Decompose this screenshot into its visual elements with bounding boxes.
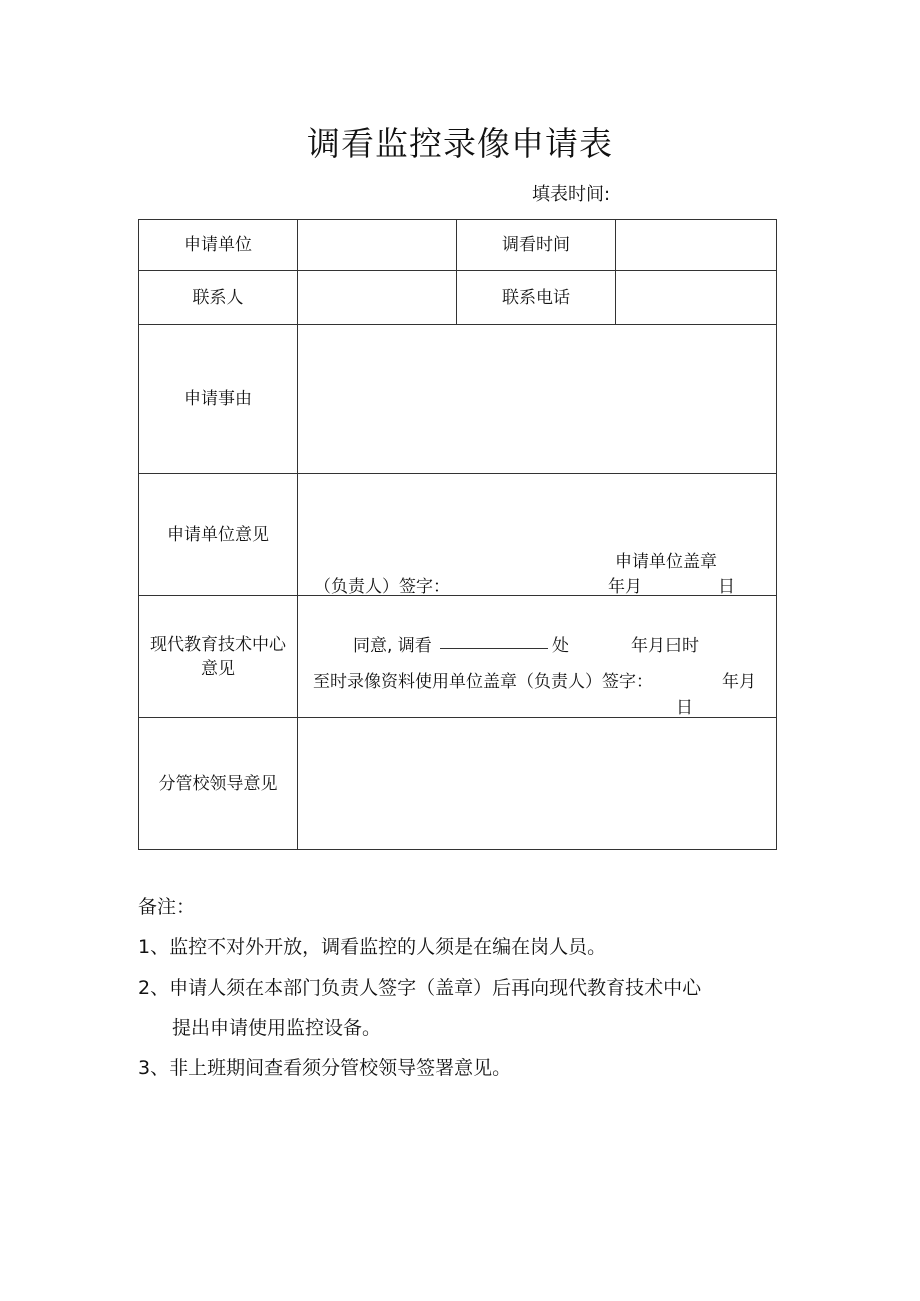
apply-unit-field[interactable] [298, 220, 457, 271]
center-opinion-field[interactable] [298, 596, 777, 718]
application-form-table [138, 219, 777, 850]
note-item-2-continued: 提出申请使用监控设备。 [172, 1017, 382, 1039]
view-time-label: 调看时间 [457, 220, 616, 271]
form-row-contact [139, 271, 777, 325]
unit-opinion-label: 申请单位意见 [139, 474, 298, 596]
center-opinion-label-line2: 意见 [201, 658, 235, 679]
center-year-month-text: 年月 [722, 672, 756, 692]
phone-field[interactable] [616, 271, 777, 325]
form-row-reason [139, 325, 777, 474]
center-line2-text: 至时录像资料使用单位盖章（负责人）签字： [313, 672, 653, 692]
fill-time-label: 填表时间: [532, 184, 611, 205]
contact-field[interactable] [298, 271, 457, 325]
center-place-text: 处 [552, 636, 569, 656]
contact-label: 联系人 [139, 271, 298, 325]
note-item-1: 1、监控不对外开放，调看监控的人须是在编在岗人员。 [138, 936, 607, 958]
form-row-leader-opinion [139, 718, 777, 850]
page-title: 调看监控录像申请表 [307, 124, 613, 163]
apply-unit-label: 申请单位 [139, 220, 298, 271]
unit-year-month-text: 年月 [608, 577, 642, 597]
unit-stamp-text: 申请单位盖章 [615, 552, 717, 572]
form-row-unit-opinion [139, 474, 777, 596]
center-agree-text: 同意, 调看 [353, 636, 432, 656]
leader-opinion-label: 分管校领导意见 [139, 718, 298, 850]
phone-label: 联系电话 [457, 271, 616, 325]
note-item-3: 3、非上班期间查看须分管校领导签署意见。 [138, 1057, 512, 1079]
unit-day-text: 日 [718, 577, 735, 597]
form-row-apply-unit [139, 220, 777, 271]
center-day-text: 日 [676, 698, 693, 718]
form-row-center-opinion [139, 596, 777, 718]
notes-heading: 备注： [138, 896, 196, 918]
note-item-2: 2、申请人须在本部门负责人签字（盖章）后再向现代教育技术中心 [138, 977, 702, 999]
view-count-blank[interactable] [440, 630, 548, 649]
reason-field[interactable] [298, 325, 777, 474]
center-time-text: 年月曰时 [631, 636, 699, 656]
center-opinion-label [139, 596, 298, 718]
unit-signature-text: （负责人）签字： [314, 577, 450, 597]
leader-opinion-field[interactable] [298, 718, 777, 850]
center-opinion-label-line1: 现代教育技术中心 [150, 634, 286, 655]
unit-opinion-field[interactable] [298, 474, 777, 596]
reason-label: 申请事由 [139, 325, 298, 474]
view-time-field[interactable] [616, 220, 777, 271]
